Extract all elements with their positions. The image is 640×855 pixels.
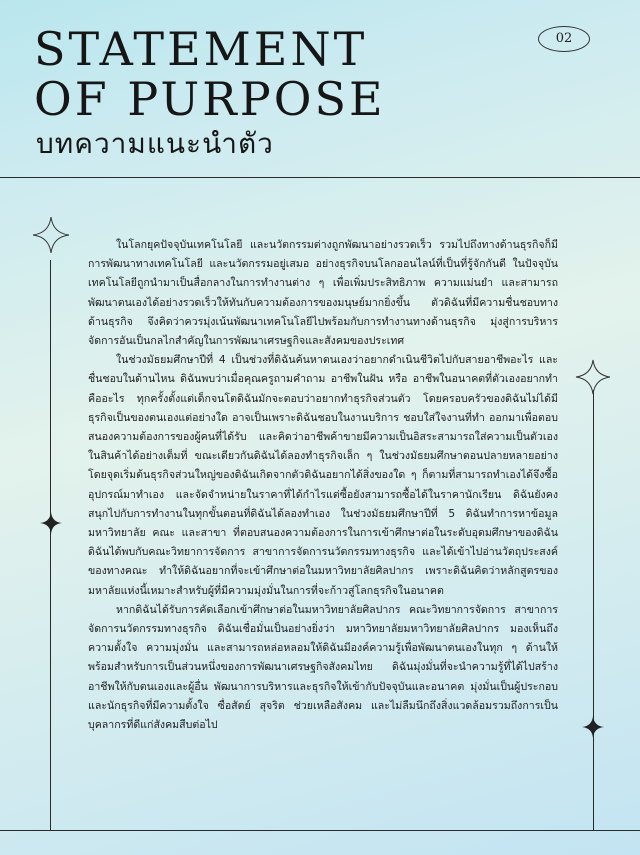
top-divider: [0, 177, 640, 178]
right-frame-line: [593, 390, 594, 830]
essay-body: [88, 236, 558, 735]
essay-paragraph-1: ในโลกยุคปัจจุบันเทคโนโลยี และนวัตกรรมต่างถูกพัฒนาอย่างรวดเร็ว รวมไปถึงทางด้านธุรกิจก็มีการพัฒนาทางเทคโนโลยี และนวัตกรรมอยู่เสมอ อย่างธุรกิจบนโลกออนไลน์ที่เป็นที่รู้จักกันดี ในปัจจุบันเทคโนโลยีถูกนำมาเป็นสื่อกลางในการทำงานต่าง ๆ เพื่อเพิ่มประสิทธิภาพ ความแม่นยำ และสามารถพัฒนาตนเองได้อย่างรวดเร็วให้ทันกับความต้องการของมนุษย์มากยิ่งขึ้น ตัวดิฉันที่มีความชื่นชอบทางด้านธุรกิจ จึงคิดว่าควรมุ่งเน้นพัฒนาเทคโนโลยีไปพร้อมกับการทำงานทางด้านธุรกิจ มุ่งสู่การบริหารจัดการอันเป็นกลไกสำคัญในการพัฒนาเศรษฐกิจและสังคมของประเทศ: [88, 239, 558, 348]
title-line-1: STATEMENT: [34, 22, 368, 76]
page-subtitle: บทความแนะนำตัว: [36, 127, 274, 160]
sparkle-filled-icon: [40, 512, 62, 534]
essay-paragraph-3: หากดิฉันได้รับการคัดเลือกเข้าศึกษาต่อในมหาวิทยาลัยศิลปากร คณะวิทยาการจัดการ สาขาการจัดการนวัตกรรมทางธุรกิจ ดิฉันเชื่อมั่นเป็นอย่างยิ่งว่า มหาวิทยาลัยมหาวิทยาลัยศิลปากร มองเห็นถึงความตั้งใจ ความมุ่งมั่น และสามารถหล่อหลอมให้ดิฉันมีองค์ความรู้เพื่อพัฒนาตนเองในทุก ๆ ด้านให้พร้อมสำหรับการเป็นส่วนหนึ่งของการพัฒนาเศรษฐกิจสังคมไทย ดิฉันมุ่งมั่นที่จะนำความรู้ที่ได้ไปสร้างอาชีพให้กับตนเองและผู้อื่น พัฒนาการบริหารและธุรกิจให้เข้ากับปัจจุบันและอนาคต มุ่งมั่นเป็นผู้ประกอบและนักธุรกิจที่มีความตั้งใจ ซื่อสัตย์ สุจริต ช่วยเหลือสังคม และไม่ลืมนึกถึงสิ่งแวดล้อมรวมถึงการเป็นบุคลากรที่ดีแก่สังคมสืบต่อไป: [88, 603, 558, 732]
sparkle-outline-icon: [575, 359, 611, 395]
sparkle-outline-icon: [32, 216, 70, 254]
page-title: [34, 24, 386, 124]
page-number-badge: 02: [538, 26, 590, 52]
essay-paragraph-2: ในช่วงมัธยมศึกษาปีที่ 4 เป็นช่วงที่ดิฉันค้นหาตนเองว่าอยากดำเนินชีวิตไปกับสายอาชีพอะไร และชื่นชอบในด้านไหน ดิฉันพบว่าเมื่อคุณครูถามคำถาม อาชีพในฝัน หรือ อาชีพในอนาคตที่ตัวเองอยากทำคืออะไร ทุกครั้งตั้งแต่เด็กจนโตดิฉันมักจะตอบว่าอยากทำธุรกิจส่วนตัว โดยครอบครัวของดิฉันไม่ได้มีธุรกิจเป็นของตนเองแต่อย่างใด อาจเป็นเพราะดิฉันชอบในงานบริการ ชอบใส่ใจงานที่ทำ ออกมาเพื่อตอบสนองความต้องการของผู้คนที่ได้รับ และคิดว่าอาชีพค้าขายมีความเป็นอิสระสามารถใส่ความเป็นตัวเองในสินค้าได้อย่างเต็มที่ ขณะเดียวกันดิฉันได้ลองทำธุรกิจเล็ก ๆ ในช่วงมัธยมศึกษาตอนปลายหลายอย่าง โดยจุดเริ่มต้นธุรกิจส่วนใหญ่ของดิฉันเกิดจากตัวดิฉันอยากได้สิ่งของใด ๆ ก็ตามที่สามารถทำเองได้จึงซื้ออุปกรณ์มาทำเอง และจัดจำหน่ายในราคาที่ได้กำไรแต่ซื้อยังสามารถซื้อได้ในราคานักเรียน ดิฉันยังคงสนุกไปกับการทำงานในทุกขั้นตอนที่ดิฉันได้ลองทำเอง ในช่วงมัธยมศึกษาปีที่ 5 ดิฉันทำการหาข้อมูลมหาวิทยาลัย คณะ และสาขา ที่ตอบสนองความต้องการในการเข้าศึกษาต่อในระดับอุดมศึกษาของดิฉัน ดิฉันได้พบกับคณะวิทยาการจัดการ สาขาการจัดการนวัตกรรมทางธุรกิจ และได้เข้าไปอ่านวัตถุประสงค์ของทางคณะ ทำให้ดิฉันอยากที่จะเข้าศึกษาต่อในมหาวิทยาลัยศิลปากร เพราะดิฉันคิดว่าหลักสูตรของมหาลัยแห่งนี้เหมาะสำหรับผู้ที่มีความมุ่งมั่นในการที่จะก้าวสู่โลกธุรกิจในอนาคต: [88, 354, 558, 597]
left-frame-line: [50, 260, 51, 830]
bottom-divider: [0, 830, 640, 831]
sparkle-filled-icon: [582, 716, 604, 738]
title-line-2: OF PURPOSE: [34, 72, 386, 126]
